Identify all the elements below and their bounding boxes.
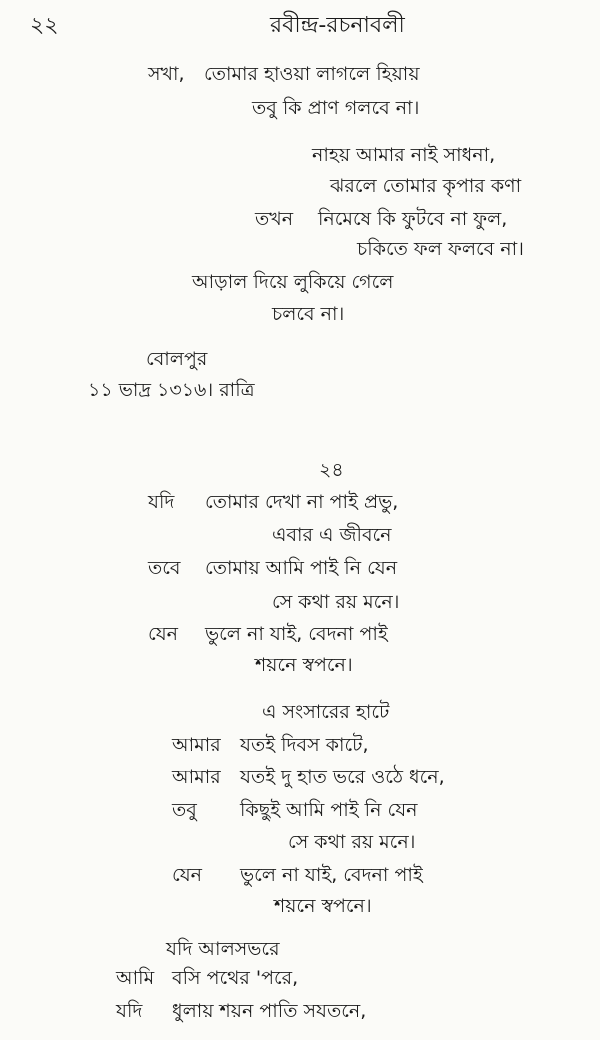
verse-line: এবার এ জীবনে xyxy=(272,524,392,546)
verse-line: সে কথা রয় মনে। xyxy=(288,831,416,853)
verse-line: আড়াল দিয়ে লুকিয়ে গেলে xyxy=(192,271,394,293)
verse-lead: যদি xyxy=(116,1000,143,1022)
verse-lead: আমার xyxy=(172,734,221,756)
verse-line: চলবে না। xyxy=(272,303,345,325)
verse-line: তোমায় আমি পাই নি যেন xyxy=(205,557,398,579)
verse-line: ঝরলে তোমার কৃপার কণা xyxy=(330,175,522,197)
verse-lead: যেন xyxy=(148,623,178,645)
verse-line: যতই দু হাত ভরে ওঠে ধনে, xyxy=(240,766,445,788)
verse-line: শয়নে স্বপনে। xyxy=(255,654,353,676)
poem-number: ২৪ xyxy=(319,459,344,481)
verse-line: সে কথা রয় মনে। xyxy=(272,591,400,613)
verse-line: বসি পথের 'পরে, xyxy=(172,967,299,989)
verse-line: নিমেষে কি ফুটবে না ফুল, xyxy=(318,208,508,230)
verse-lead: আমি xyxy=(116,967,155,989)
verse-line: কিছুই আমি পাই নি যেন xyxy=(240,799,418,821)
page-number: ২২ xyxy=(30,13,59,38)
verse-line: যদি আলসভরে xyxy=(166,938,280,960)
verse-lead: তখন xyxy=(255,208,294,230)
verse-line: চকিতে ফল ফলবে না। xyxy=(357,238,524,260)
verse-lead: তবে xyxy=(148,557,181,579)
verse-line: তোমার হাওয়া লাগলে হিয়ায় xyxy=(204,63,420,85)
verse-line: যতই দিবস কাটে, xyxy=(240,734,369,756)
poem-place: বোলপুর xyxy=(146,348,208,370)
verse-lead: তবু xyxy=(172,799,197,821)
verse-line: ধুলায় শয়ন পাতি সযতনে, xyxy=(172,1000,367,1022)
verse-lead: যেন xyxy=(172,864,202,886)
verse-line: শয়নে স্বপনে। xyxy=(274,895,372,917)
verse-line: নাহয় আমার নাই সাধনা, xyxy=(312,144,496,166)
verse-line: ভুলে না যাই, বেদনা পাই xyxy=(240,864,423,886)
verse-lead: যদি xyxy=(148,491,175,513)
verse-line: ভুলে না যাই, বেদনা পাই xyxy=(205,623,388,645)
running-title: রবীন্দ্র-রচনাবলী xyxy=(270,13,405,38)
verse-line: তবু কি প্রাণ গলবে না। xyxy=(252,97,420,119)
poem-date: ১১ ভাদ্র ১৩১৬। রাত্রি xyxy=(88,379,255,401)
verse-line: এ সংসারের হাটে xyxy=(262,701,390,723)
verse-line: তোমার দেখা না পাই প্রভু, xyxy=(205,491,399,513)
verse-lead: আমার xyxy=(172,766,221,788)
verse-lead: সখা, xyxy=(148,63,185,85)
